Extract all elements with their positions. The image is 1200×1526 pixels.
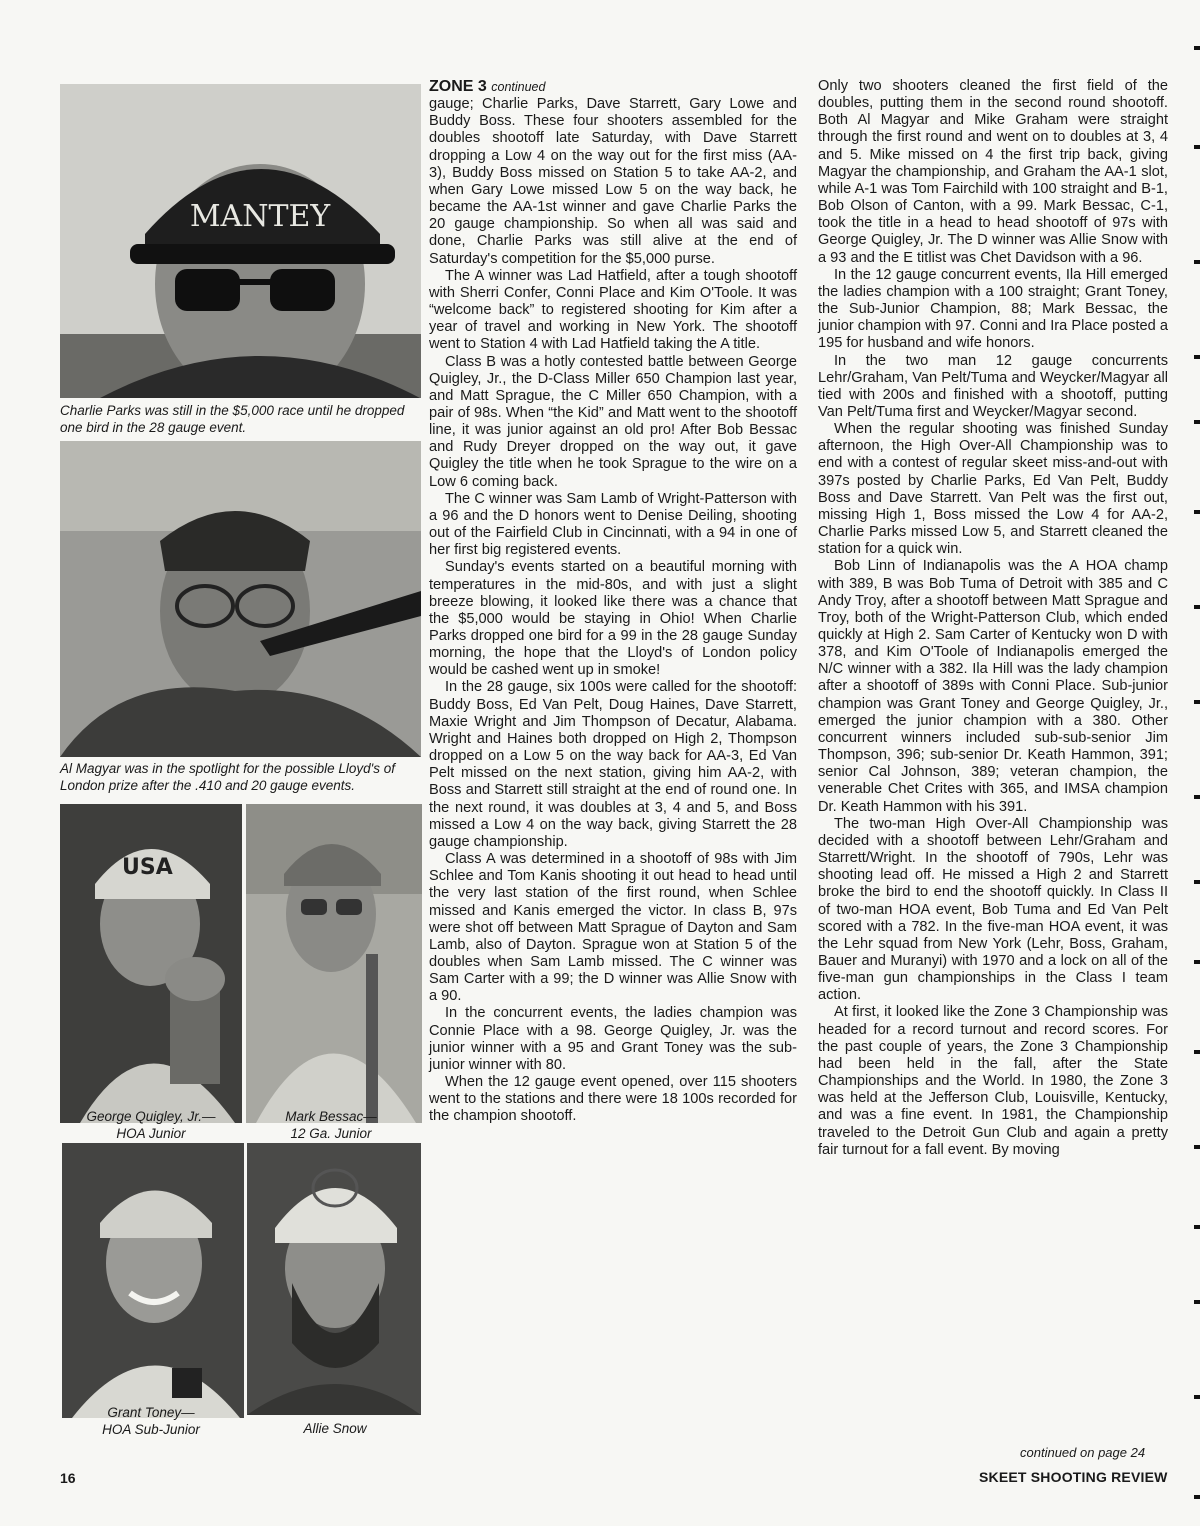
- article-paragraph: In the 12 gauge concurrent events, Ila Hill emerged the ladies champion with a 100 straight; Grant Toney, the Sub-Junior Champion, 88; Mark Bessac, the junior champion with 97. Conni and Ira Place posted a 195 for husband and wife honors.: [818, 266, 1168, 352]
- article-paragraph: The two-man High Over-All Championship was decided with a shootoff between Lehr/Graham and Starrett/Wright. In the shootoff of 790s, Lehr was shooting lead off. He missed a High 2 and Starrett broke the bird to end the shootoff quickly. In Class II of two-man HOA event, Bob Tuma and Ed Van Pelt scored with a 782. In the five-man HOA event, it was the Lehr squad from New York (Lehr, Boss, Graham, Bauer and Muranyi) with 1970 and a lock on all of the five-man gun championships in the Class I team action.: [818, 815, 1168, 1004]
- article-paragraph: When the regular shooting was finished Sunday afternoon, the High Over-All Championship was to end with a contest of regular skeet miss-and-out with 397s posted by Charlie Parks, Ed Van Pelt, Buddy Boss and Dave Starrett. Van Pelt was the first out, missing High 1, Boss missed the Low 4 for AA-2, Charlie Parks missed Low 5, and Starrett cleaned the station for a quick win.: [818, 421, 1168, 558]
- article-column-2: [429, 78, 797, 1126]
- photo-charlie-parks: [60, 84, 421, 398]
- photo-grant-toney: [62, 1143, 244, 1418]
- photo-allie-snow: [247, 1143, 421, 1415]
- photo-mark-bessac: [246, 804, 422, 1123]
- article-paragraph: gauge; Charlie Parks, Dave Starrett, Gary Lowe and Buddy Boss. These four shooters assembled for the doubles shootoff late Saturday, with Dave Starrett dropping a Low 4 on the way out for the first miss (AA-3), Buddy Boss missed on Station 5 to take AA-2, and when Gary Lowe missed Low 5 on the way back, he became the AA-1st winner and gave Charlie Parks the 20 gauge championship. So when all was said and done, Charlie Parks was still alive at the end of Saturday's competition for the $5,000 purse.: [429, 96, 797, 267]
- portrait-allie-snow: [247, 1143, 421, 1415]
- page-number: 16: [60, 1470, 76, 1486]
- edge-mark: [1194, 1300, 1200, 1304]
- edge-mark: [1194, 700, 1200, 704]
- edge-mark: [1194, 1225, 1200, 1229]
- article-paragraph: The A winner was Lad Hatfield, after a tough shootoff with Sherri Confer, Conni Place and Kim O'Toole. It was “welcome back” to registered shooting for Kim after a year of travel and working in New York. The shootoff went to Station 4 with Lad Hatfield taking the A title.: [429, 267, 797, 353]
- edge-mark: [1194, 1050, 1200, 1054]
- article-paragraph: Class A was determined in a shootoff of 98s with Jim Schlee and Tom Kanis shooting it out head to head until the very last station of the first round, when Schlee missed and Kanis emerged the victor. In class B, 97s were shot off between Matt Sprague of Dayton and Sam Lamb, also of Dayton. Sprague won at Station 5 of the doubles when Sam Lamb missed. The C winner was Sam Carter with a 99; the D winner was Allie Snow with a 90.: [429, 851, 797, 1005]
- caption-allie-snow: Allie Snow: [303, 1421, 367, 1436]
- edge-mark: [1194, 355, 1200, 359]
- article-paragraph: When the 12 gauge event opened, over 115 shooters went to the stations and there were 18 100s recorded for the champion shootoff.: [429, 1074, 797, 1125]
- article-column-3: [818, 78, 1168, 1159]
- edge-mark: [1194, 1145, 1200, 1149]
- article-paragraph: Only two shooters cleaned the first field of the doubles, putting them in the second round shootoff. Both Al Magyar and Mike Graham were straight through the first round and went on to doubles at 3, 4 and 5. Mike missed on 4 the first trip back, giving Magyar the championship, and Graham the AA-1 slot, while A-1 was Tom Fairchild with 100 straight and B-1, Bob Olson of Canton, with a 99. Mark Bessac, C-1, took the title in a head to head shootoff of 97s with George Quigley, Jr. The D winner was Allie Snow with a 93 and the E titlist was Chet Davidson with a 96.: [818, 78, 1168, 266]
- caption-al-magyar: Al Magyar was in the spotlight for the possible Lloyd's of London prize after the .410 and 20 gauge events.: [60, 761, 396, 793]
- caption-quigley-name: George Quigley, Jr.—: [86, 1109, 216, 1124]
- photo-al-magyar: [60, 441, 421, 757]
- caption-grant-toney: [60, 1404, 242, 1438]
- zone-heading-continued: continued: [491, 80, 546, 94]
- article-paragraph: Bob Linn of Indianapolis was the A HOA champ with 389, B was Bob Tuma of Detroit with 385 and C Andy Troy, after a shootoff between Matt Sprague and Troy, both of the Wright-Patterson Club, which ended quickly at High 2. Sam Carter of Kentucky won D with 378, and Kim O'Toole of Indianapolis emerged the N/C winner with a 382. Ila Hill was the lady champion after a shootoff of 389s with Conni Place. Sub-junior champion was Grant Toney and George Quigley, Jr., emerged the junior champion with a 380. Other concurrent winners included sub-sub-senior Jim Thompson, 396; sub-senior Dr. Keath Hammon, 391; senior Cal Johnson, 389; veteran champion, the venerable Chet Crites with 365, and IMSA champion Dr. Keath Hammon with his 391.: [818, 558, 1168, 815]
- zone-heading: ZONE 3: [429, 78, 487, 95]
- edge-mark: [1194, 145, 1200, 149]
- section-heading: [429, 78, 797, 96]
- cap-logo-text: USA: [122, 855, 173, 880]
- photo-george-quigley: [60, 804, 242, 1123]
- edge-mark: [1194, 605, 1200, 609]
- article-paragraph: At first, it looked like the Zone 3 Championship was headed for a record turnout and record scores. For the past couple of years, the Zone 3 Championship had been held in the fall, after the State Championships and the World. In 1980, the Zone 3 was held at the Jefferson Club, Louisville, Kentucky, and was a fine event. In 1981, the Championship traveled to the Detroit Gun Club and again a pretty fair turnout for a fall event. By moving: [818, 1004, 1168, 1158]
- caption-bessac-name: Mark Bessac—: [285, 1109, 377, 1124]
- portrait-george-quigley: [60, 804, 242, 1123]
- article-paragraph: Class B was a hotly contested battle between George Quigley, Jr., the D-Class Miller 650 Champion last year, and Matt Sprague, the C Miller 650 Champion, with a pair of 98s. When “the Kid” and Matt went to the shootoff line, it was junior against an old pro! After Bob Bessac and Rudy Dreyer dropped on the way out, it gave Quigley the title when he took Sprague to the wire on a Low 6 coming back.: [429, 353, 797, 490]
- caption-george-quigley: [60, 1108, 242, 1142]
- portrait-al-magyar: [60, 441, 421, 757]
- cap-logo-text: MANTEY: [189, 199, 331, 234]
- portrait-charlie-parks: [60, 84, 421, 398]
- caption-mark-bessac: [240, 1108, 422, 1142]
- continued-note: continued on page 24: [1020, 1445, 1146, 1460]
- edge-mark: [1194, 46, 1200, 50]
- article-paragraph: The C winner was Sam Lamb of Wright-Patterson with a 96 and the D honors went to Denise Deiling, shooting out of the Fairfield Club in Cincinnati, with a 94 in one of her first big registered events.: [429, 490, 797, 559]
- edge-mark: [1194, 880, 1200, 884]
- caption-bessac-title: 12 Ga. Junior: [290, 1126, 372, 1141]
- article-paragraph: In the 28 gauge, six 100s were called for the shootoff: Buddy Boss, Ed Van Pelt, Doug Haines, Dave Starrett, Maxie Wright and Jim Thompson of Decatur, Alabama. Wright and Haines both dropped on High 2, Thompson dropped on a Low 5 on the way back for AA-3, Ed Van Pelt missed on the next station, giving him AA-2, with Boss and Starrett still straight at the end of round one. In the next round, it was doubles at 3, 4 and 5, and Boss missed a Low 4 on the way back, giving Starrett the 28 gauge championship.: [429, 679, 797, 850]
- article-paragraph: Sunday's events started on a beautiful morning with temperatures in the mid-80s, and with just a slight breeze blowing, it looked like there was a chance that the $5,000 would be staying in Ohio! When Charlie Parks dropped one bird for a 99 in the 28 gauge Sunday morning, the hope that the Lloyd's of London policy would be cashed went up in smoke!: [429, 559, 797, 679]
- caption-toney-title: HOA Sub-Junior: [102, 1422, 200, 1437]
- portrait-mark-bessac: [246, 804, 422, 1123]
- edge-mark: [1194, 960, 1200, 964]
- edge-mark: [1194, 1395, 1200, 1399]
- caption-toney-name: Grant Toney—: [107, 1405, 195, 1420]
- edge-mark: [1194, 1495, 1200, 1499]
- edge-mark: [1194, 420, 1200, 424]
- caption-charlie-parks: Charlie Parks was still in the $5,000 race until he dropped one bird in the 28 gauge event.: [60, 403, 405, 435]
- portrait-grant-toney: [62, 1143, 244, 1418]
- edge-mark: [1194, 510, 1200, 514]
- running-title: SKEET SHOOTING REVIEW: [979, 1469, 1168, 1485]
- article-paragraph: In the concurrent events, the ladies champion was Connie Place with a 98. George Quigley, Jr. was the junior winner with a 95 and Grant Toney was the sub-junior winner with 80.: [429, 1005, 797, 1073]
- article-paragraph: In the two man 12 gauge concurrents Lehr/Graham, Van Pelt/Tuma and Weycker/Magyar all tied with 200s and finished with a shootoff, putting Van Pelt/Tuma first and Weycker/Magyar second.: [818, 352, 1168, 420]
- caption-quigley-title: HOA Junior: [116, 1126, 186, 1141]
- edge-mark: [1194, 795, 1200, 799]
- edge-mark: [1194, 260, 1200, 264]
